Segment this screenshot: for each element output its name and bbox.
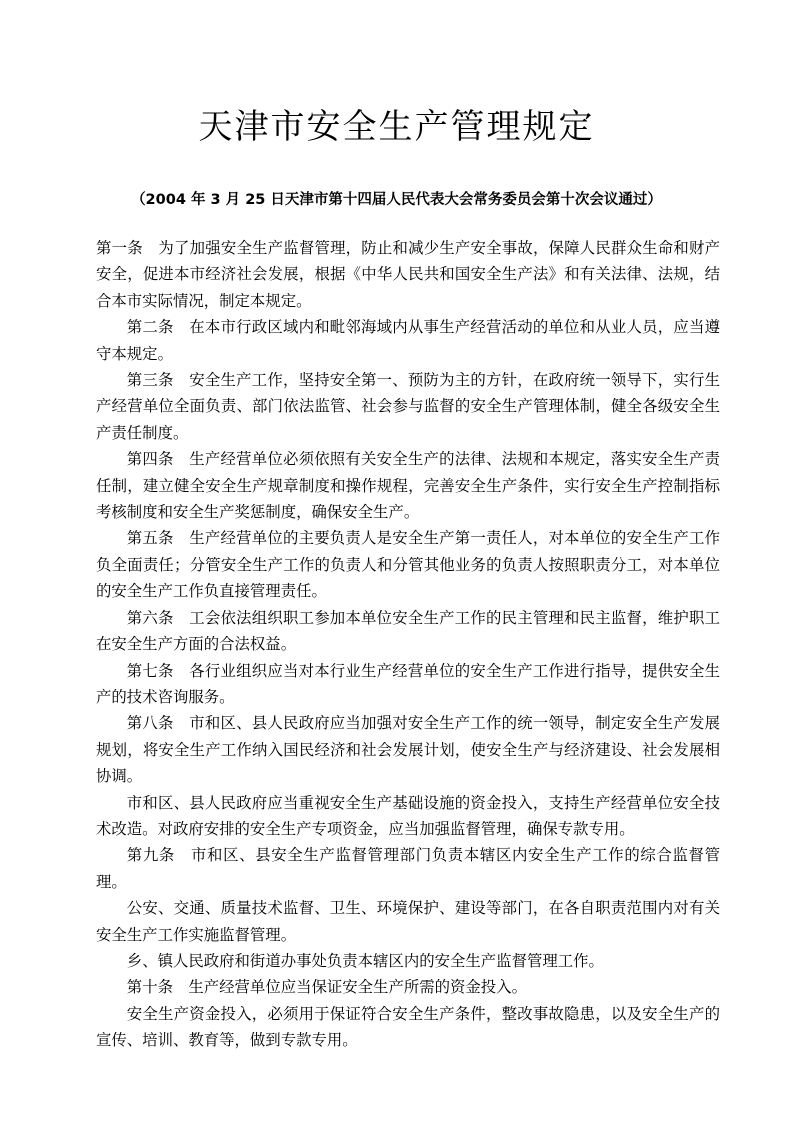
article-10-paragraph: 第十条 生产经营单位应当保证安全生产所需的资金投入。 (126, 978, 527, 997)
article-2-paragraph: 第二条 在本市行政区域内和毗邻海域内从事生产经营活动的单位和从业人员，应当遵守本规定。 (96, 318, 720, 363)
article-9-paragraph: 第九条 市和区、县安全生产监督管理部门负责本辖区内安全生产工作的综合监督管理。 (96, 846, 720, 891)
article-7-paragraph: 第七条 各行业组织应当对本行业生产经营单位的安全生产工作进行指导，提供安全生产的技术咨询服务。 (96, 661, 720, 706)
document-title: 天津市安全生产管理规定 (198, 107, 595, 147)
document-body (96, 235, 720, 1054)
article-4-paragraph: 第四条 生产经营单位必须依照有关安全生产的法律、法规和本规定，落实安全生产责任制，建立健全安全生产规章制度和操作规程，完善安全生产条件，实行安全生产控制指标考核制度和安全生产奖惩制度，确保安全生产。 (96, 450, 720, 522)
article-10-paragraph-2: 安全生产资金投入，必须用于保证符合安全生产条件，整改事故隐患，以及安全生产的宣传、培训、教育等，做到专款专用。 (96, 1004, 720, 1050)
article-3-paragraph: 第三条 安全生产工作，坚持安全第一、预防为主的方针，在政府统一领导下，实行生产经营单位全面负责、部门依法监管、社会参与监督的安全生产管理体制，健全各级安全生产责任制度。 (96, 371, 720, 442)
article-8-paragraph-2: 市和区、县人民政府应当重视安全生产基础设施的资金投入，支持生产经营单位安全技术改造。对政府安排的安全生产专项资金，应当加强监督管理，确保专款专用。 (96, 793, 720, 838)
document-subtitle: （2004 年 3 月 25 日天津市第十四届人民代表大会常务委员会第十次会议通过） (131, 192, 662, 208)
article-6-paragraph: 第六条 工会依法组织职工参加本单位安全生产工作的民主管理和民主监督，维护职工在安全生产方面的合法权益。 (96, 608, 720, 654)
article-5-paragraph: 第五条 生产经营单位的主要负责人是安全生产第一责任人，对本单位的安全生产工作负全面责任；分管安全生产工作的负责人和分管其他业务的负责人按照职责分工，对本单位的安全生产工作负直接管理责任。 (96, 529, 720, 601)
article-9-paragraph-2: 公安、交通、质量技术监督、卫生、环境保护、建设等部门，在各自职责范围内对有关安全生产工作实施监督管理。 (96, 899, 720, 944)
article-8-paragraph: 第八条 市和区、县人民政府应当加强对安全生产工作的统一领导，制定安全生产发展规划，将安全生产工作纳入国民经济和社会发展计划，使安全生产与经济建设、社会发展相协调。 (96, 714, 720, 786)
article-1-paragraph: 第一条 为了加强安全生产监督管理，防止和减少生产安全事故，保障人民群众生命和财产安全，促进本市经济社会发展，根据《中华人民共和国安全生产法》和有关法律、法规，结合本市实际情况，制定本规定。 (96, 239, 720, 310)
article-9-paragraph-3: 乡、镇人民政府和街道办事处负责本辖区内的安全生产监督管理工作。 (126, 951, 604, 970)
